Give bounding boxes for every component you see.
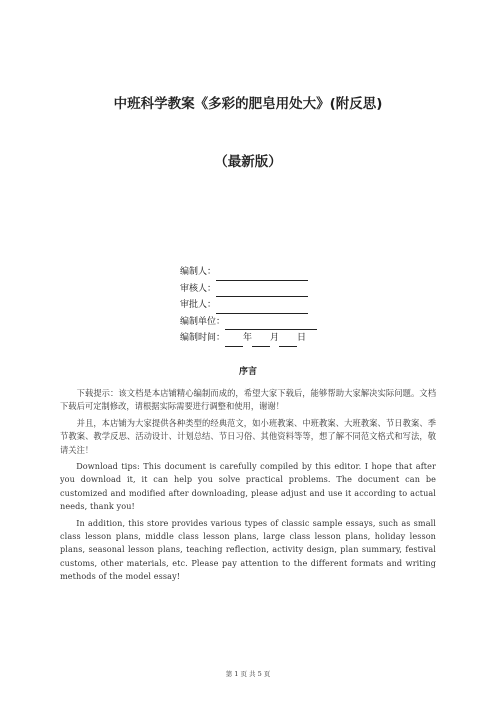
document-title: 中班科学教案《多彩的肥皂用处大》(附反思) <box>113 96 383 112</box>
unit-label: 编制单位： <box>180 316 226 327</box>
time-row <box>180 330 317 347</box>
year-label: 年 <box>243 333 253 343</box>
time-label: 编制时间： <box>180 333 226 343</box>
preface-body <box>60 387 436 587</box>
editor-label: 编制人： <box>180 267 217 277</box>
page-number: 第 1 页 共 5 页 <box>225 670 271 678</box>
preface-heading: 序言 <box>238 367 257 377</box>
editor-field[interactable] <box>216 269 308 281</box>
unit-field[interactable] <box>225 318 317 330</box>
edition-label: （最新版） <box>214 154 282 170</box>
approver-field[interactable] <box>216 302 308 314</box>
month-label: 月 <box>270 333 280 343</box>
reviewer-row <box>180 281 317 298</box>
preface-paragraph: In addition, this store provides various types of classic sample essays, such as small class lesson plans, middle class lesson plans, large class lesson plans, holiday lesson plans, seasonal lesson plans, teaching reflection, activity design, plan summary, festival customs, other materials, etc. Please pay attention to the different formats and writing methods of the model essay! <box>60 517 436 582</box>
preface-paragraph: Download tips: This document is carefully compiled by this editor. I hope that after you download it, it can help you solve practical problems. The document can be customized and modified after downloading, please adjust and use it according to actual needs, thank you! <box>60 461 436 512</box>
month-field[interactable] <box>252 335 270 347</box>
signature-form <box>180 264 317 347</box>
preface-paragraph: 下载提示：该文档是本店铺精心编制而成的，希望大家下载后，能够帮助大家解决实际问题。文档下载后可定制修改，请根据实际需要进行调整和使用，谢谢！ <box>60 388 436 412</box>
reviewer-label: 审核人： <box>180 283 217 294</box>
day-field[interactable] <box>279 335 297 347</box>
approver-row <box>180 297 317 314</box>
preface-paragraph: 并且，本店铺为大家提供各种类型的经典范文，如小班教案、中班教案、大班教案、节日教案、季节教案、教学反思、活动设计、计划总结、节日习俗、其他资料等等，想了解不同范文格式和写法，敬请关注！ <box>60 417 436 455</box>
day-label: 日 <box>297 333 307 343</box>
reviewer-field[interactable] <box>216 285 308 297</box>
year-field[interactable] <box>225 335 243 347</box>
approver-label: 审批人： <box>180 300 217 310</box>
editor-row <box>180 264 317 281</box>
unit-row <box>180 314 317 331</box>
